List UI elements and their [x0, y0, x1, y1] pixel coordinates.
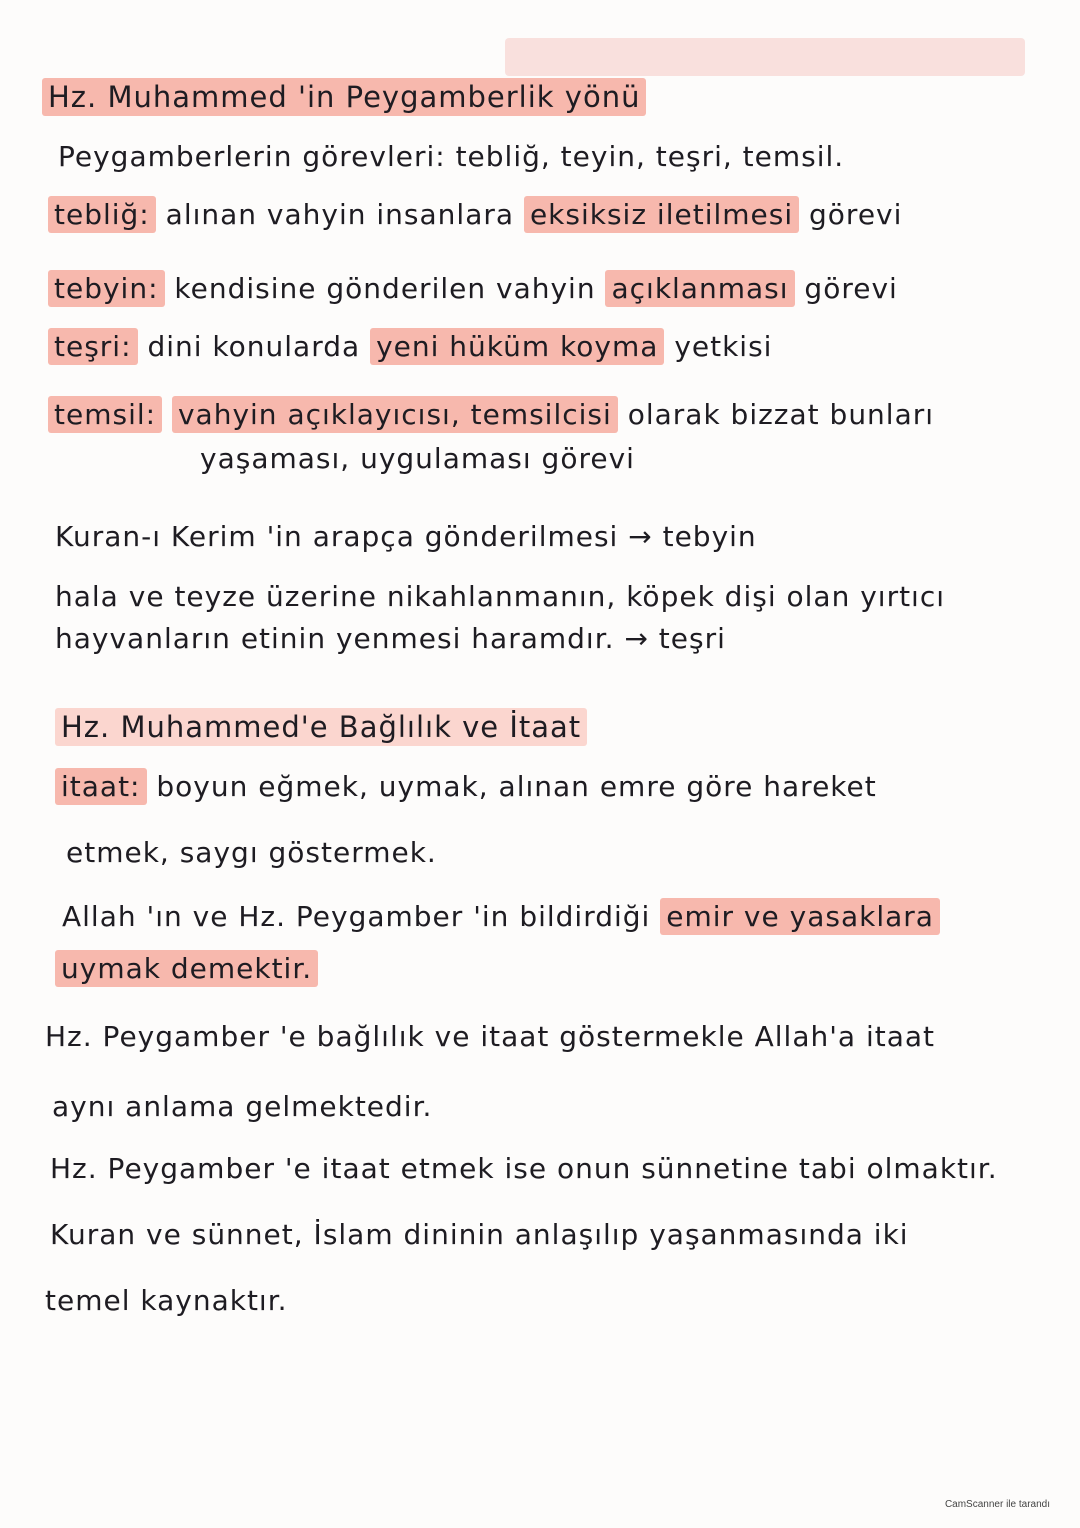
- allah-line: Allah 'ın ve Hz. Peygamber 'in bildirdiği emir ve yasaklara: [62, 900, 940, 933]
- definition-itaat: itaat: boyun eğmek, uymak, alınan emre göre hareket: [55, 770, 877, 803]
- paragraph-1-line2: aynı anlama gelmektedir.: [52, 1090, 433, 1123]
- definition-temsil-cont: yaşaması, uygulaması görevi: [200, 442, 635, 475]
- definition-teblig: tebliğ: alınan vahyin insanlara eksiksiz iletilmesi görevi: [48, 198, 902, 231]
- section-heading: Hz. Muhammed'e Bağlılık ve İtaat: [55, 710, 587, 744]
- example-tesri-line1: hala ve teyze üzerine nikahlanmanın, köpek dişi olan yırtıcı: [55, 580, 946, 613]
- paragraph-3-line2: temel kaynaktır.: [45, 1284, 288, 1317]
- example-tebyin: Kuran-ı Kerim 'in arapça gönderilmesi → tebyin: [55, 520, 757, 553]
- section-heading: Hz. Muhammed 'in Peygamberlik yönü: [42, 80, 646, 114]
- paragraph-3-line1: Kuran ve sünnet, İslam dininin anlaşılıp yaşanmasında iki: [50, 1218, 909, 1251]
- scanner-watermark: CamScanner ile tarandı: [944, 1499, 1050, 1510]
- definition-tebyin: tebyin: kendisine gönderilen vahyin açıklanması görevi: [48, 272, 898, 305]
- example-tesri-line2: hayvanların etinin yenmesi haramdır. → teşri: [55, 622, 726, 655]
- intro-line: Peygamberlerin görevleri: tebliğ, teyin, teşri, temsil.: [58, 140, 845, 173]
- allah-line-cont: uymak demektir.: [55, 952, 318, 985]
- definition-temsil: temsil: vahyin açıklayıcısı, temsilcisi olarak bizzat bunları: [48, 398, 934, 431]
- paragraph-2: Hz. Peygamber 'e itaat etmek ise onun sünnetine tabi olmaktır.: [50, 1152, 998, 1185]
- pink-smudge: [505, 38, 1025, 76]
- definition-tesri: teşri: dini konularda yeni hüküm koyma yetkisi: [48, 330, 772, 363]
- paragraph-1-line1: Hz. Peygamber 'e bağlılık ve itaat göstermekle Allah'a itaat: [45, 1020, 936, 1053]
- definition-itaat-cont: etmek, saygı göstermek.: [66, 836, 437, 869]
